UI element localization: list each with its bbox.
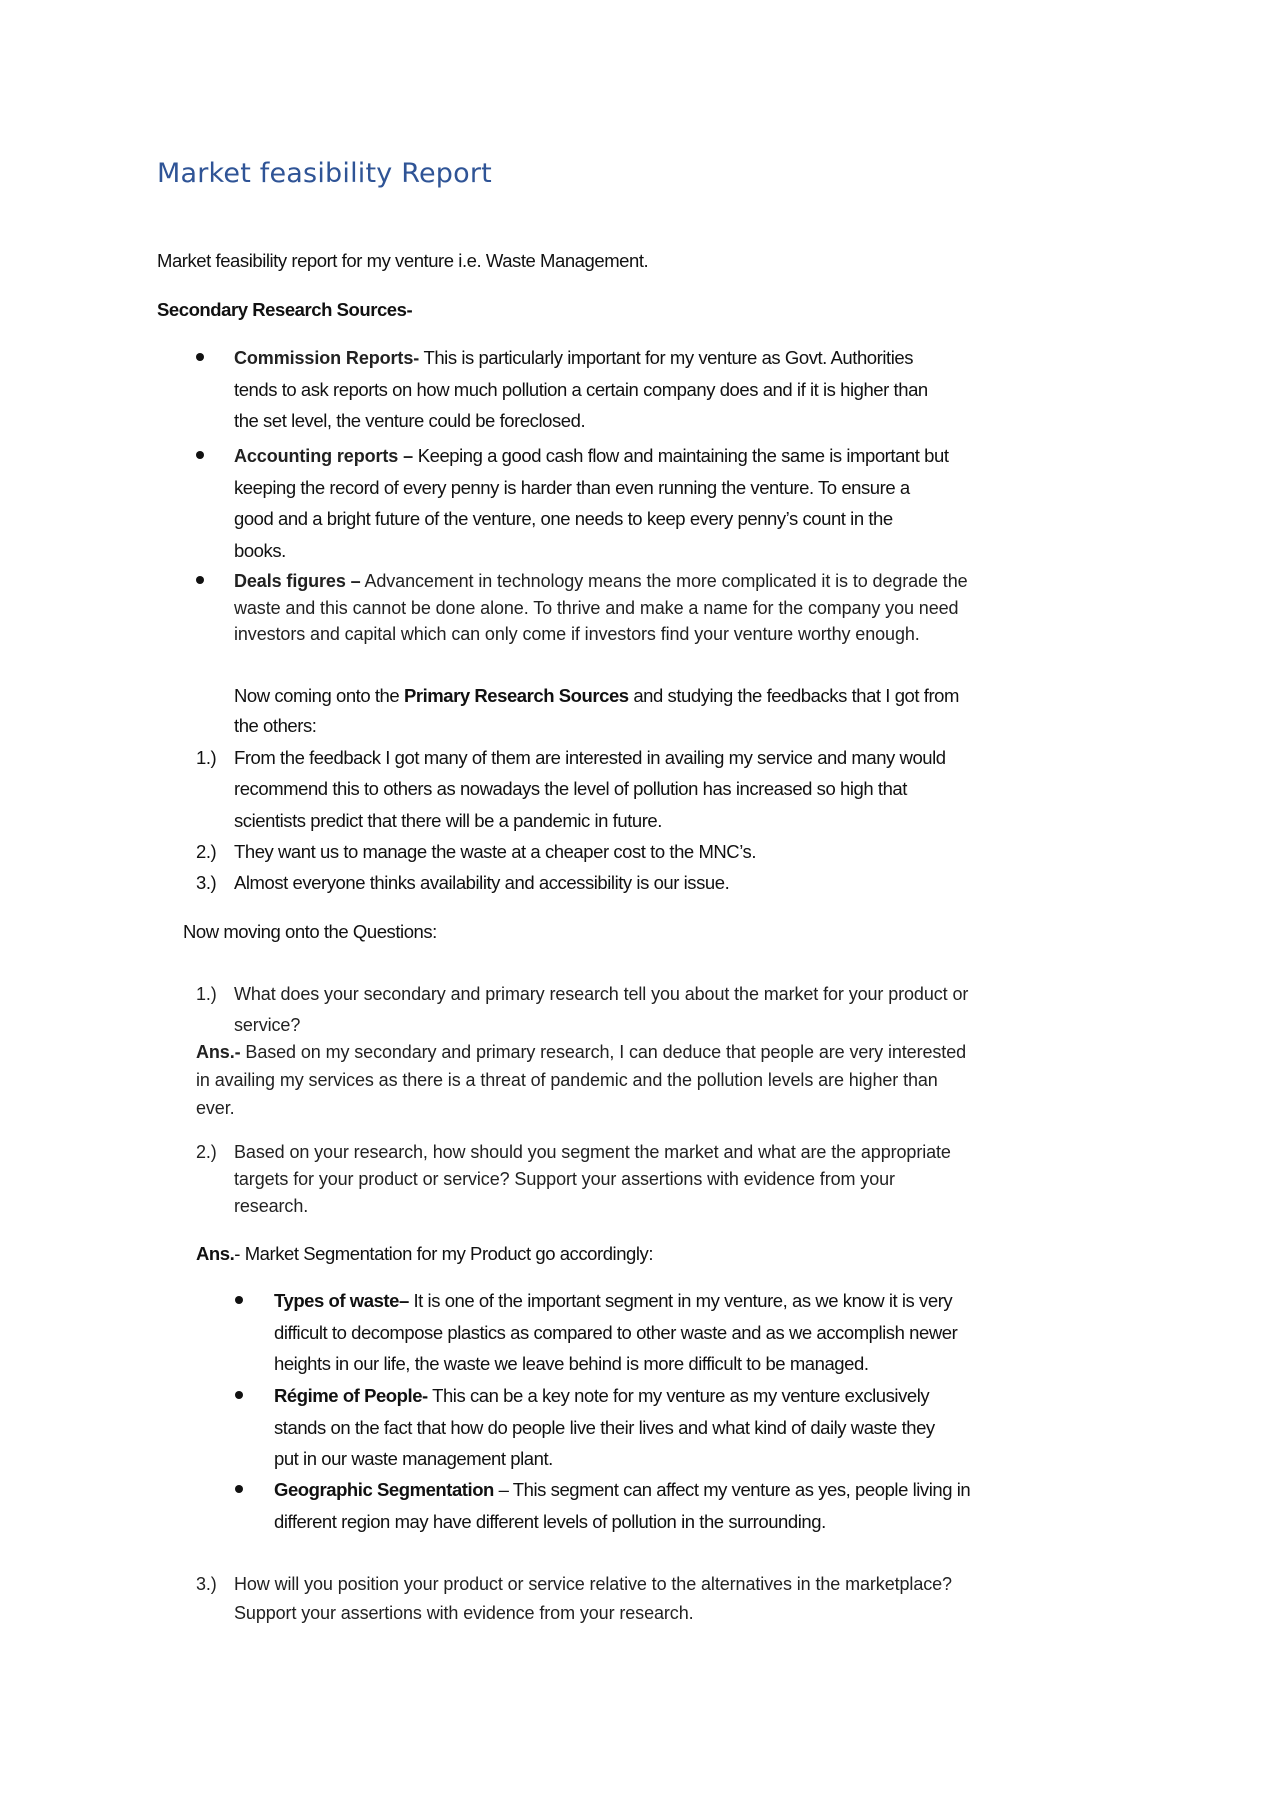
segment-text: different region may have different levels of pollution in the surrounding. xyxy=(274,1510,826,1532)
bullet-icon xyxy=(196,576,204,584)
item-text: Keeping a good cash flow and maintaining the same is important but xyxy=(413,445,949,466)
list-item: They want us to manage the waste at a cheaper cost to the MNC’s. xyxy=(234,841,757,862)
list-number: 1.) xyxy=(196,747,217,768)
answer-1 xyxy=(196,1040,966,1064)
item-text: Advancement in technology means the more complicated it is to degrade the xyxy=(360,571,968,591)
question-number: 2.) xyxy=(196,1142,217,1162)
answer-label: Ans.- xyxy=(196,1042,241,1062)
question-text: How will you position your product or service relative to the alternatives in the marketplace? xyxy=(234,1574,952,1594)
segment-label: Types of waste– xyxy=(274,1290,409,1311)
question-text: Support your assertions with evidence from your research. xyxy=(234,1603,694,1623)
item-text: good and a bright future of the venture, one needs to keep every penny’s count in the xyxy=(234,508,893,529)
segment-text: put in our waste management plant. xyxy=(274,1448,553,1469)
list-item: From the feedback I got many of them are interested in availing my service and many would xyxy=(234,747,946,768)
bullet-icon xyxy=(235,1391,243,1399)
questions-intro: Now moving onto the Questions: xyxy=(183,921,437,942)
segment-label: Régime of People- xyxy=(274,1385,428,1406)
answer-text: Based on my secondary and primary research, I can deduce that people are very interested xyxy=(240,1042,967,1062)
answer-label: Ans. xyxy=(196,1243,235,1264)
answer-text: ever. xyxy=(196,1098,235,1118)
text: and studying the feedbacks that I got from xyxy=(628,685,959,706)
primary-intro xyxy=(234,684,959,708)
segment-text: stands on the fact that how do people live their lives and what kind of daily waste they xyxy=(274,1416,935,1438)
list-item: recommend this to others as nowadays the level of pollution has increased so high that xyxy=(234,778,907,799)
answer-2 xyxy=(196,1242,653,1266)
question-text: research. xyxy=(234,1196,309,1216)
segment-text: Types of waste– It is one of the important segment in my venture, as we know it is very xyxy=(274,1290,953,1311)
primary-heading: Primary Research Sources xyxy=(403,685,629,706)
item-text: tends to ask reports on how much pollution a certain company does and if it is higher than xyxy=(234,379,928,400)
intro-text: Market feasibility report for my venture i.e. Waste Management. xyxy=(157,250,649,271)
question-number: 1.) xyxy=(196,984,217,1004)
item-text: the set level, the venture could be foreclosed. xyxy=(234,410,586,431)
answer-text: in availing my services as there is a threat of pandemic and the pollution levels are higher than xyxy=(196,1070,938,1090)
item-label: Accounting reports – xyxy=(234,446,414,466)
question-number: 3.) xyxy=(196,1574,217,1594)
item-label: Deals figures – xyxy=(234,571,361,591)
item-text: investors and capital which can only come if investors find your venture worthy enough. xyxy=(234,624,920,644)
bullet-icon xyxy=(196,353,204,361)
secondary-item-commission xyxy=(234,346,913,370)
question-text: targets for your product or service? Support your assertions with evidence from your xyxy=(234,1169,895,1189)
question-text: What does your secondary and primary research tell you about the market for your product or xyxy=(234,984,969,1004)
question-text: Based on your research, how should you segment the market and what are the appropriate xyxy=(234,1142,951,1162)
text: Now coming onto the xyxy=(234,685,404,706)
bullet-icon xyxy=(196,451,204,459)
segment-text: difficult to decompose plastics as compared to other waste and as we accomplish newer xyxy=(274,1321,958,1343)
question-text: service? xyxy=(234,1015,301,1035)
item-text: This is particularly important for my venture as Govt. Authorities xyxy=(419,347,914,368)
bullet-icon xyxy=(235,1296,243,1304)
text: the others: xyxy=(234,715,317,736)
segment-text: Geographic Segmentation – This segment can affect my venture as yes, people living in xyxy=(274,1479,971,1500)
list-item: scientists predict that there will be a pandemic in future. xyxy=(234,810,662,831)
page-title: Market feasibility Report xyxy=(157,158,492,189)
list-number: 3.) xyxy=(196,872,217,893)
item-text: keeping the record of every penny is harder than even running the venture. To ensure a xyxy=(234,477,910,498)
bullet-icon xyxy=(235,1485,243,1493)
list-item: Almost everyone thinks availability and accessibility is our issue. xyxy=(234,872,730,893)
segment-label: Geographic Segmentation xyxy=(274,1479,494,1500)
segment-text: Régime of People- This can be a key note for my venture as my venture exclusively xyxy=(274,1385,930,1406)
secondary-item-deals xyxy=(234,569,968,593)
secondary-heading: Secondary Research Sources- xyxy=(157,299,413,320)
item-text: waste and this cannot be done alone. To thrive and make a name for the company you need xyxy=(234,598,959,618)
item-label: Commission Reports- xyxy=(234,348,420,368)
list-number: 2.) xyxy=(196,841,217,862)
secondary-item-accounting xyxy=(234,444,949,468)
segment-text: heights in our life, the waste we leave behind is more difficult to be managed. xyxy=(274,1353,869,1374)
answer-text: - Market Segmentation for my Product go accordingly: xyxy=(234,1243,654,1264)
item-text: books. xyxy=(234,540,286,561)
